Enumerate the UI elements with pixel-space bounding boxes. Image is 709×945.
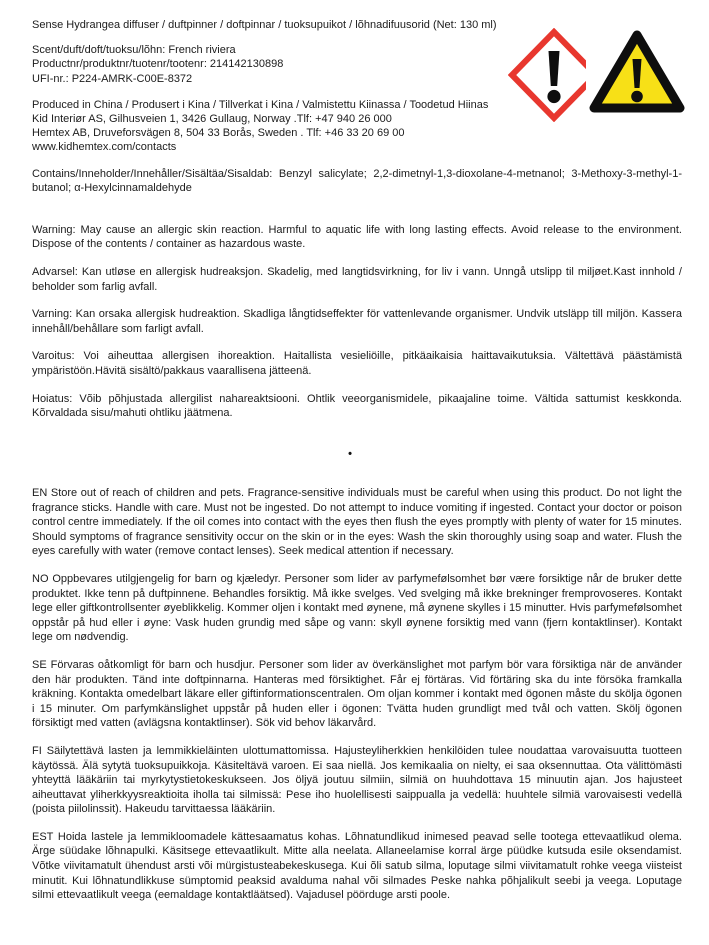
precaution-fi: FI Säilytettävä lasten ja lemmikkieläinten ulottumattomissa. Hajusteyliherkkien henkilöiden tulee noudattaa varovaisuutta tuotteen käytössä. Älä sytytä tuoksupuikkoja. Käsiteltävä varoen. Ei saa niellä. Jos kemikaalia on nielty, ei saa oksennuttaa. Ota välittömästi yhteyttä lääkäriin tai myrkytystietokeskukseen. Jos öljyä joutuu silmiin, silmiä on huuhdottava 15 minuutin ajan. Jos hajusteet aiheuttavat yliherkkyysreaktioita iholla tai silmissä: Pese iho huolellisesti saippualla ja vedellä: huuhtele silmiä varovaisesti vedellä (poista piilolinssit). Hakeudu tarvittaessa lääkäriin. <box>32 744 682 816</box>
hazard-statement-no: Advarsel: Kan utløse en allergisk hudreaksjon. Skadelig, med langtidsvirkning, for liv i vann. Unngå utslipp til miljøet.Kast innhold / beholder som farlig avfall. <box>32 266 682 293</box>
product-title: Sense Hydrangea diffuser / duftpinner / doftpinnar / tuoksupuikot / lõhnadifuusorid (Net: 130 ml) <box>32 19 497 31</box>
precaution-en: EN Store out of reach of children and pets. Fragrance-sensitive individuals must be careful when using this product. Do not light the fragrance sticks. Handle with care. Must not be ingested. Do not attempt to induce vomiting if ingested. Contact your doctor or poison control centre immediately. If the oil comes into contact with the eyes then flush the eyes promptly with plenty of water for 15 minutes. Should symptoms of fragrance sensitivity occur on the skin or in the eyes: Wash the skin thoroughly using soap and water. Flush the eyes carefully with water (remove contact lenses). Seek medical attention if necessary. <box>32 487 682 558</box>
hazard-statement-se: Varning: Kan orsaka allergisk hudreaktion. Skadliga långtidseffekter för vattenlevande organismer. Undvik utsläpp till miljön. Kassera innehåll/behållare som farligt avfall. <box>32 308 682 335</box>
produced-in-line: Produced in China / Produsert i Kina / Tillverkat i Kina / Valmistettu Kiinassa / Toodetud Hiinas <box>32 98 489 111</box>
label-text-column <box>32 18 682 434</box>
hazard-statement-fi: Varoitus: Voi aiheuttaa allergisen ihoreaktion. Haitallista vesieliöille, pitkäaikaisia haittavaikutuksia. Vältettävä päästämistä ympäristöön.Hävitä sisältö/pakkaus vaarallisena jätteenä. <box>32 350 682 377</box>
hazard-statement-est: Hoiatus: Võib põhjustada allergilist nahareaktsiooni. Ohtlik veeorganismidele, pikaajaline toime. Vältida sattumist keskkonda. Kõrvaldada sisu/mahuti ohtliku jäätmena. <box>32 392 682 420</box>
product-info-block <box>32 43 682 86</box>
divider-dot: • <box>348 448 352 460</box>
producer-info-block <box>32 98 682 155</box>
precaution-text-column <box>32 486 682 916</box>
precaution-est: EST Hoida lastele ja lemmikloomadele kättesaamatus kohas. Lõhnatundlikud inimesed peavad selle tootega ettevaatlikud olema. Ärge süüdake lõhnapulki. Käsitsege ettevaatlikult. Mitte alla neelata. Allaneelamise korral ärge püüdke kutsuda esile oksendamist. Võtke viivitamatult ühendust arsti või mürgistusteabekeskusega. Kui õli satub silma, loputage silmi viivitamatult rohke veega viisteist minutit. Kui lõhnatundlikkuse sümptomid peaksid avalduma nahal või silmades Peske nahka põhjalikult seebi ja veega. Loputage silmi ettevaatlikult veega (eemaldage kontaktläätsed). Vajadusel pöörduge arsti poole. <box>32 830 682 902</box>
producer-website-link: www.kidhemtex.com/contacts <box>32 141 177 154</box>
producer-address-sweden: Hemtex AB, Druveforsvägen 8, 504 33 Borås, Sweden . Tlf: +46 33 20 69 00 <box>32 127 405 140</box>
precaution-se: SE Förvaras oåtkomligt för barn och husdjur. Personer som lider av överkänslighet mot parfym bör vara försiktiga när de använder den här produkten. Tänd inte doftpinnarna. Hanteras med försiktighet. Får ej förtäras. Vid förtäring ska du inte försöka framkalla kräkning. Kontakta omedelbart läkare eller giftinformationscentralen. Om oljan kommer i kontakt med ögonen måste du skölja ögonen i 15 minuter. Om parfymkänslighet uppstår på huden eller i ögonen: Tvätta huden grundligt med tvål och vatten. Skölj ögonen försiktigt med vatten (avlägsna kontaktlinser). Sök vid behov läkarvård. <box>32 658 682 730</box>
precaution-no: NO Oppbevares utilgjengelig for barn og kjæledyr. Personer som lider av parfymefølsomhet bør være forsiktige når de bruker dette produktet. Ikke tenn på duftpinnene. Behandles forsiktig. Må ikke svelges. Ved svelging må ikke brekninger fremprovoseres. Kontakt lege eller giftkontrollsenter øyeblikkelig. Kommer oljen i kontakt med øynene, må øynene skylles i 15 minutter. Hvis parfymefølsomhet oppstår på hud eller i øyne: Vask huden grundig med såpe og vann: skyll øynene forsiktig med vann (fjern kontaktlinser). Kontakt lege om nødvendig. <box>32 572 682 644</box>
ufi-number-line: UFI-nr.: P224-AMRK-C00E-8372 <box>32 72 193 85</box>
scent-line: Scent/duft/doft/tuoksu/lõhn: French riviera <box>32 44 236 57</box>
product-number-line: Productnr/produktnr/tuotenr/tootenr: 214142130898 <box>32 58 284 71</box>
hazard-statement-en: Warning: May cause an allergic skin reaction. Harmful to aquatic life with long lasting effects. Avoid release to the environment. Dispose of the contents / container as hazardous waste. <box>32 223 682 251</box>
ingredients-line: Contains/Inneholder/Innehåller/Sisältäa/Sisaldab: Benzyl salicylate; 2,2-dimetnyl-1,3-dioxolane-4-metnanol; 3-Methoxy-3-methyl-1-butanol; α-Hexylcinnamaldehyde <box>32 167 682 195</box>
producer-address-norway: Kid Interiør AS, Gilhusveien 1, 3426 Gullaug, Norway .Tlf: +47 940 26 000 <box>32 113 392 126</box>
